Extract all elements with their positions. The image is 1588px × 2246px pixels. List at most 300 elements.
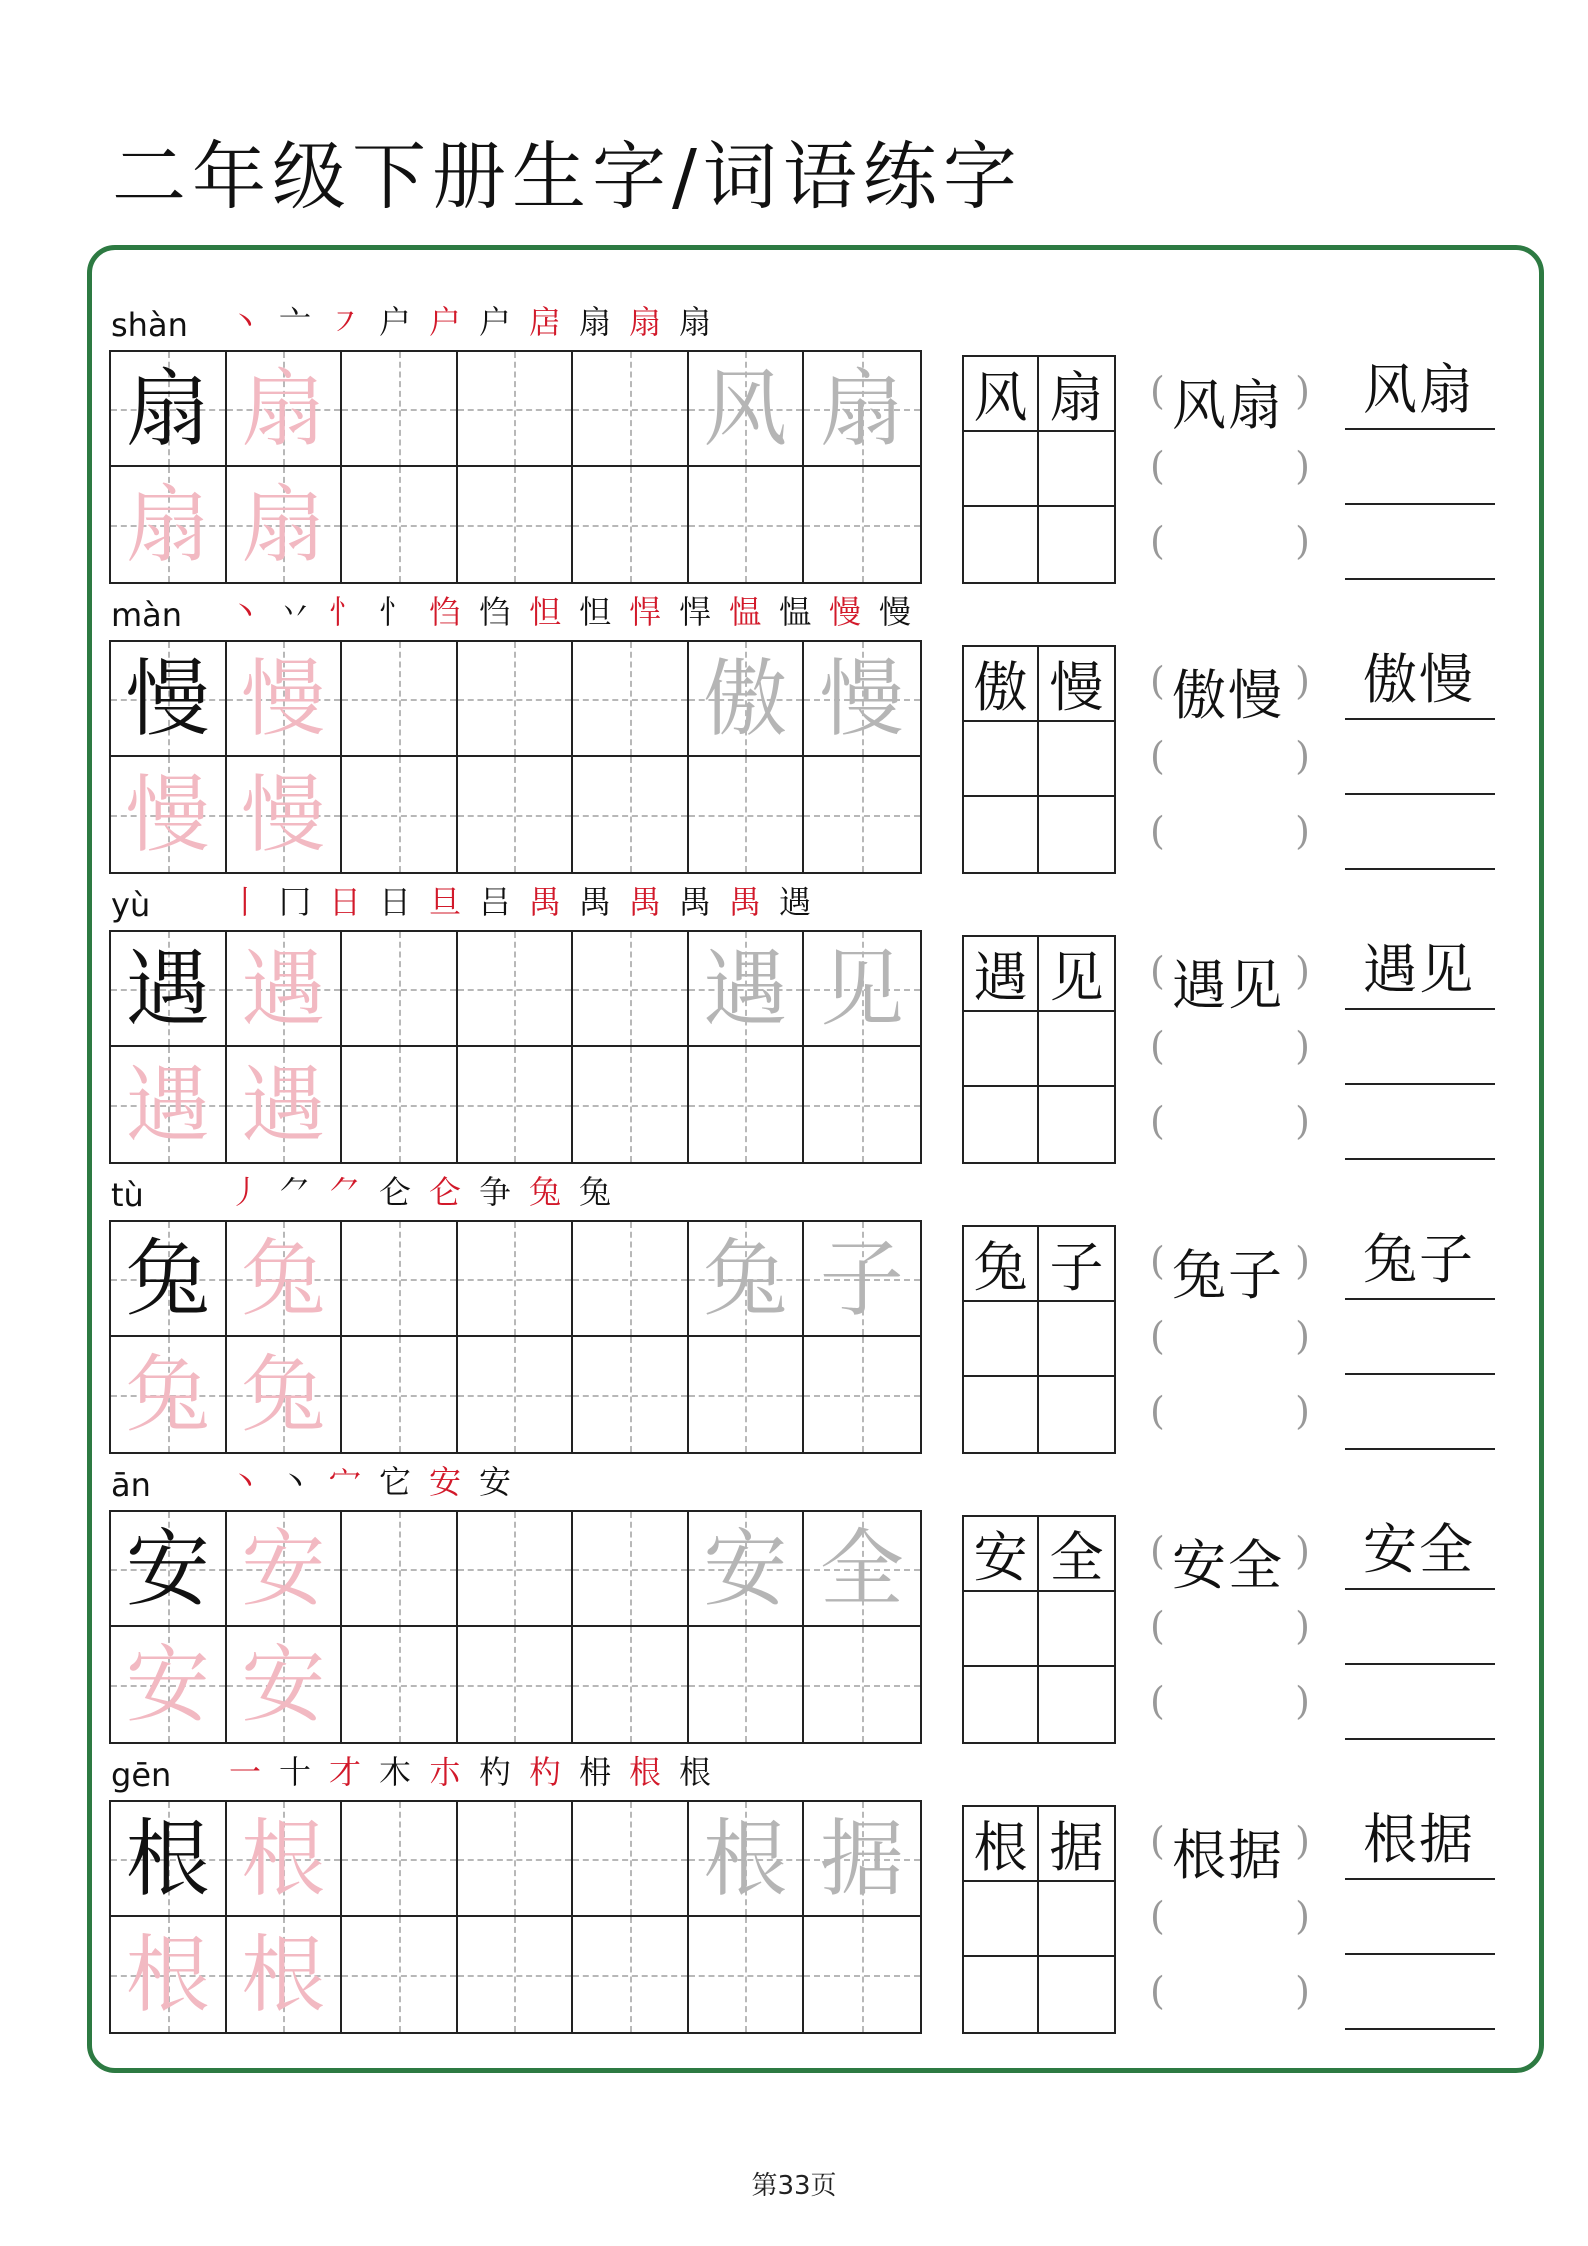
left-bracket: ( [1150,1314,1165,1358]
pinyin-label: shàn [111,306,188,344]
left-bracket: ( [1150,1604,1165,1648]
practice-char: 根 [703,1809,788,1908]
practice-cell[interactable] [111,1802,227,1917]
stroke-step: 遇 [778,883,811,921]
stroke-step: 亠 [278,303,311,341]
stroke-step: 户 [428,303,461,341]
left-bracket: ( [1150,1389,1165,1433]
practice-cell[interactable] [689,1802,805,1917]
practice-cell[interactable] [111,1047,227,1162]
bracket-column [1150,645,1310,870]
bracket-word: 遇见 [1172,954,1284,1017]
bracket-row[interactable] [1150,720,1310,795]
left-bracket: ( [1150,1239,1165,1283]
stroke-step: 枏 [578,1753,611,1791]
bracket-word: 风扇 [1172,374,1284,437]
stroke-step: 禺 [728,883,761,921]
practice-char: 慢 [125,649,210,748]
bracket-row[interactable] [1150,1300,1310,1375]
practice-char: 扇 [241,359,326,458]
right-bracket: ) [1295,1239,1310,1283]
practice-cell[interactable] [342,642,458,757]
word-cell[interactable] [964,1517,1039,1592]
bracket-row[interactable] [1150,935,1310,1017]
practice-char: 根 [125,1809,210,1908]
bracket-row[interactable] [1150,1225,1310,1307]
practice-char: 据 [819,1809,904,1908]
underline-row[interactable] [1345,1590,1495,1665]
right-bracket: ) [1295,1024,1310,1068]
stroke-step: 仑 [428,1173,461,1211]
pinyin-label: yù [111,886,151,924]
practice-char: 慢 [241,765,326,864]
word-grid [962,355,1116,584]
stroke-step: 户 [378,303,411,341]
practice-cell[interactable] [227,1627,343,1742]
left-bracket: ( [1150,369,1165,413]
right-bracket: ) [1295,1604,1310,1648]
practice-char: 兔 [241,1345,326,1444]
practice-char: 兔 [241,1229,326,1328]
bracket-word: 安全 [1172,1534,1284,1597]
practice-char: 兔 [703,1229,788,1328]
stroke-step: 禺 [578,883,611,921]
underline-row[interactable] [1345,1880,1495,1955]
practice-cell[interactable] [111,757,227,872]
bracket-row[interactable] [1150,645,1310,727]
practice-char: 遇 [125,939,210,1038]
left-bracket: ( [1150,1099,1165,1143]
bracket-column [1150,1805,1310,2030]
practice-char: 慢 [241,649,326,748]
stroke-step: ⺈ [278,1173,311,1211]
underline-row[interactable] [1345,355,1495,430]
word-char: 遇 [973,946,1028,1009]
stroke-step: 悍 [678,593,711,631]
practice-cell[interactable] [458,932,574,1047]
word-char: 兔 [973,1236,1028,1299]
bracket-column [1150,355,1310,580]
right-bracket: ) [1295,1389,1310,1433]
underline-word: 傲慢 [1363,648,1475,711]
stroke-step: 安 [478,1463,511,1501]
word-grid [962,1225,1116,1454]
practice-cell[interactable] [804,1222,920,1337]
underline-row[interactable] [1345,1955,1495,2030]
underline-word: 风扇 [1363,358,1475,421]
stroke-step: 安 [428,1463,461,1501]
stroke-order [220,1463,520,1501]
stroke-step: 它 [378,1463,411,1501]
practice-cell[interactable] [342,352,458,467]
word-cell[interactable] [964,432,1039,507]
stroke-step: 根 [678,1753,711,1791]
stroke-step: 旦 [428,883,461,921]
practice-cell[interactable] [227,352,343,467]
word-cell[interactable] [964,1012,1039,1087]
underline-column [1345,1225,1495,1450]
bracket-word: 傲慢 [1172,664,1284,727]
practice-cell[interactable] [227,1047,343,1162]
practice-cell[interactable] [458,1512,574,1627]
bracket-word: 兔子 [1172,1244,1284,1307]
practice-grid [109,350,922,584]
bracket-word: 根据 [1172,1824,1284,1887]
bracket-column [1150,1515,1310,1740]
stroke-step: 禺 [528,883,561,921]
underline-word: 根据 [1363,1808,1475,1871]
stroke-step: 丶 [228,303,261,341]
practice-cell[interactable] [342,932,458,1047]
practice-cell[interactable] [342,1222,458,1337]
word-char: 全 [1049,1526,1104,1589]
practice-cell[interactable] [227,467,343,582]
practice-cell[interactable] [458,642,574,757]
practice-cell[interactable] [342,1802,458,1917]
stroke-step: 十 [278,1753,311,1791]
stroke-step: 根 [628,1753,661,1791]
practice-cell[interactable] [227,1512,343,1627]
practice-cell[interactable] [689,642,805,757]
word-cell[interactable] [1039,1227,1114,1302]
practice-cell[interactable] [458,1917,574,2032]
practice-char: 遇 [241,939,326,1038]
practice-cell[interactable] [227,932,343,1047]
practice-cell[interactable] [573,352,689,467]
left-bracket: ( [1150,1894,1165,1938]
practice-cell[interactable] [804,932,920,1047]
bracket-row[interactable] [1150,1010,1310,1085]
practice-cell[interactable] [573,1917,689,2032]
word-grid [962,935,1116,1164]
practice-cell[interactable] [458,1802,574,1917]
underline-row[interactable] [1345,1515,1495,1590]
stroke-step: 怛 [528,593,561,631]
word-char: 傲 [973,656,1028,719]
underline-row[interactable] [1345,720,1495,795]
practice-cell[interactable] [573,642,689,757]
word-cell[interactable] [964,1592,1039,1667]
stroke-step: 才 [328,1753,361,1791]
stroke-step: 禺 [628,883,661,921]
practice-cell[interactable] [111,1917,227,2032]
word-char: 风 [973,366,1028,429]
stroke-step: 日 [378,883,411,921]
word-cell[interactable] [964,1807,1039,1882]
practice-cell[interactable] [111,932,227,1047]
practice-cell[interactable] [227,1222,343,1337]
practice-cell[interactable] [111,467,227,582]
practice-char: 兔 [125,1345,210,1444]
left-bracket: ( [1150,1529,1165,1573]
stroke-step: 吕 [478,883,511,921]
underline-row[interactable] [1345,1300,1495,1375]
word-char: 据 [1049,1816,1104,1879]
underline-row[interactable] [1345,430,1495,505]
right-bracket: ) [1295,519,1310,563]
underline-row[interactable] [1345,1010,1495,1085]
stroke-step: 仑 [378,1173,411,1211]
character-section [0,270,1588,574]
practice-char: 扇 [241,475,326,574]
right-bracket: ) [1295,734,1310,778]
practice-cell[interactable] [689,1512,805,1627]
practice-char: 扇 [125,475,210,574]
left-bracket: ( [1150,1679,1165,1723]
word-cell[interactable] [964,722,1039,797]
left-bracket: ( [1150,949,1165,993]
bracket-column [1150,935,1310,1160]
word-cell[interactable] [1039,1592,1114,1667]
right-bracket: ) [1295,949,1310,993]
practice-char: 兔 [125,1229,210,1328]
stroke-step: 冂 [278,883,311,921]
stroke-step: 兔 [528,1173,561,1211]
stroke-order [220,883,820,921]
practice-cell[interactable] [111,1627,227,1742]
stroke-step: 扂 [528,303,561,341]
underline-column [1345,935,1495,1160]
stroke-step: 慢 [828,593,861,631]
character-section [0,850,1588,1154]
word-cell[interactable] [1039,647,1114,722]
stroke-order [220,593,920,631]
stroke-step: ㇇ [328,303,361,341]
right-bracket: ) [1295,444,1310,488]
word-cell[interactable] [1039,1517,1114,1592]
word-char: 安 [973,1526,1028,1589]
bracket-row[interactable] [1150,355,1310,437]
stroke-step: 扇 [628,303,661,341]
practice-char: 扇 [819,359,904,458]
practice-char: 遇 [125,1055,210,1154]
underline-column [1345,1805,1495,2030]
underline-row[interactable] [1345,645,1495,720]
word-cell[interactable] [1039,357,1114,432]
practice-char: 根 [125,1925,210,2024]
practice-cell[interactable] [804,352,920,467]
practice-char: 见 [819,939,904,1038]
stroke-step: 悍 [628,593,661,631]
underline-column [1345,645,1495,870]
practice-char: 遇 [241,1055,326,1154]
stroke-step: 扇 [578,303,611,341]
practice-grid [109,640,922,874]
practice-cell[interactable] [458,1222,574,1337]
underline-word: 兔子 [1363,1228,1475,1291]
word-cell[interactable] [964,1957,1039,2032]
practice-cell[interactable] [689,1917,805,2032]
practice-cell[interactable] [227,1337,343,1452]
practice-grid [109,1510,922,1744]
word-cell[interactable] [1039,1302,1114,1377]
word-grid [962,1805,1116,2034]
practice-grid [109,1800,922,2034]
practice-char: 根 [241,1925,326,2024]
word-grid [962,1515,1116,1744]
underline-column [1345,355,1495,580]
practice-cell[interactable] [804,642,920,757]
underline-column [1345,1515,1495,1740]
left-bracket: ( [1150,1969,1165,2013]
word-cell[interactable] [1039,1882,1114,1957]
practice-char: 遇 [703,939,788,1038]
stroke-step: 丿 [228,1173,261,1211]
practice-grid [109,1220,922,1454]
underline-row[interactable] [1345,935,1495,1010]
practice-char: 风 [703,359,788,458]
practice-cell[interactable] [111,642,227,757]
practice-cell[interactable] [804,1512,920,1627]
word-char: 根 [973,1816,1028,1879]
practice-cell[interactable] [227,642,343,757]
word-char: 慢 [1049,656,1104,719]
word-cell[interactable] [964,647,1039,722]
practice-grid [109,930,922,1164]
word-char: 见 [1049,946,1104,1009]
word-cell[interactable] [964,357,1039,432]
stroke-step: 杓 [478,1753,511,1791]
left-bracket: ( [1150,1819,1165,1863]
word-cell[interactable] [1039,1807,1114,1882]
bracket-row[interactable] [1150,1955,1310,2030]
character-section [0,1430,1588,1734]
underline-word: 遇见 [1363,938,1475,1001]
practice-cell[interactable] [227,1802,343,1917]
practice-char: 慢 [819,649,904,748]
stroke-order [220,303,720,341]
practice-char: 慢 [125,765,210,864]
stroke-step: 愠 [728,593,761,631]
stroke-step: 禺 [678,883,711,921]
stroke-step: 木 [378,1753,411,1791]
word-char: 子 [1049,1236,1104,1299]
stroke-step: 一 [228,1753,261,1791]
practice-cell[interactable] [458,352,574,467]
right-bracket: ) [1295,369,1310,413]
left-bracket: ( [1150,659,1165,703]
practice-cell[interactable] [804,1917,920,2032]
practice-cell[interactable] [573,1802,689,1917]
stroke-step: 宀 [328,1463,361,1501]
practice-char: 子 [819,1229,904,1328]
page-title: 二年级下册生字/词语练字 [112,134,1023,220]
stroke-step: 㤘 [478,593,511,631]
right-bracket: ) [1295,1314,1310,1358]
stroke-step: 丶 [228,593,261,631]
underline-word: 安全 [1363,1518,1475,1581]
left-bracket: ( [1150,809,1165,853]
stroke-step: 户 [478,303,511,341]
stroke-step: 慢 [878,593,911,631]
right-bracket: ) [1295,1679,1310,1723]
stroke-step: 扇 [678,303,711,341]
practice-char: 安 [241,1519,326,1618]
right-bracket: ) [1295,1819,1310,1863]
practice-cell[interactable] [573,1512,689,1627]
bracket-row[interactable] [1150,1590,1310,1665]
word-cell[interactable] [1039,432,1114,507]
stroke-step: 㤘 [428,593,461,631]
stroke-step: 朩 [428,1753,461,1791]
practice-cell[interactable] [573,932,689,1047]
word-grid [962,645,1116,874]
bracket-column [1150,1225,1310,1450]
bracket-row[interactable] [1150,1880,1310,1955]
stroke-step: 杓 [528,1753,561,1791]
bracket-row[interactable] [1150,1805,1310,1887]
left-bracket: ( [1150,444,1165,488]
word-cell[interactable] [964,1227,1039,1302]
practice-cell[interactable] [111,352,227,467]
word-cell[interactable] [1039,1012,1114,1087]
pinyin-label: màn [111,596,183,634]
right-bracket: ) [1295,1894,1310,1938]
practice-cell[interactable] [689,1222,805,1337]
practice-cell[interactable] [227,1917,343,2032]
practice-cell[interactable] [342,1917,458,2032]
practice-cell[interactable] [804,1802,920,1917]
practice-cell[interactable] [111,1337,227,1452]
stroke-step: 丨 [228,883,261,921]
character-section [0,1140,1588,1444]
bracket-row[interactable] [1150,1515,1310,1597]
word-cell[interactable] [964,937,1039,1012]
stroke-step: 争 [478,1173,511,1211]
practice-char: 傲 [703,649,788,748]
practice-cell[interactable] [111,1512,227,1627]
practice-cell[interactable] [689,352,805,467]
word-cell[interactable] [1039,937,1114,1012]
page-number: 第33页 [751,2171,837,2201]
underline-row[interactable] [1345,1805,1495,1880]
practice-cell[interactable] [573,1222,689,1337]
left-bracket: ( [1150,519,1165,563]
word-char: 扇 [1049,366,1104,429]
practice-cell[interactable] [342,1512,458,1627]
stroke-step: 愠 [778,593,811,631]
word-cell[interactable] [964,1302,1039,1377]
stroke-step: 丷 [278,593,311,631]
practice-cell[interactable] [689,932,805,1047]
stroke-order [220,1753,720,1791]
stroke-step: 忄 [328,593,361,631]
right-bracket: ) [1295,659,1310,703]
bracket-row[interactable] [1150,430,1310,505]
practice-char: 安 [125,1635,210,1734]
practice-char: 根 [241,1809,326,1908]
pinyin-label: gēn [111,1756,172,1794]
practice-cell[interactable] [111,1222,227,1337]
practice-char: 全 [819,1519,904,1618]
pinyin-label: ān [111,1466,151,1504]
stroke-step: ⺈ [328,1173,361,1211]
practice-char: 安 [125,1519,210,1618]
word-cell[interactable] [1039,722,1114,797]
left-bracket: ( [1150,1024,1165,1068]
stroke-step: 忄 [378,593,411,631]
practice-cell[interactable] [227,757,343,872]
word-cell[interactable] [964,1882,1039,1957]
word-cell[interactable] [1039,1957,1114,2032]
stroke-step: 日 [328,883,361,921]
practice-char: 扇 [125,359,210,458]
character-section [0,560,1588,864]
underline-row[interactable] [1345,1225,1495,1300]
pinyin-label: tù [111,1176,144,1214]
character-section [0,1720,1588,2024]
stroke-step: 兔 [578,1173,611,1211]
